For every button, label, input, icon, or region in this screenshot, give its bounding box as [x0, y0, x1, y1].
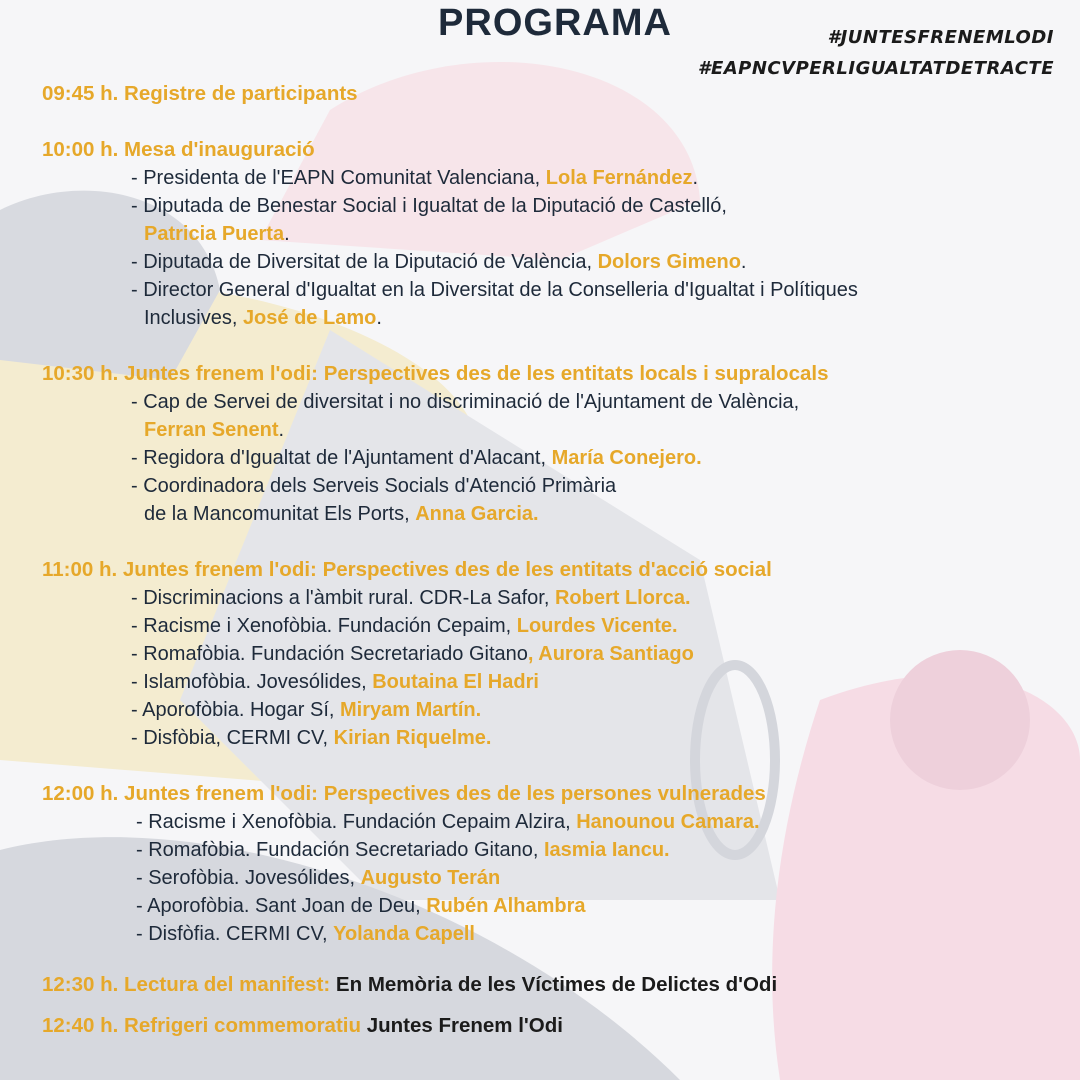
list-item: - Romafòbia. Fundación Secretariado Gitano, Iasmia Iancu.: [136, 839, 670, 861]
list-item: - Serofòbia. Jovesólides, Augusto Terán: [136, 867, 501, 889]
list-item: - Discriminacions a l'àmbit rural. CDR-La Safor, Robert Llorca.: [131, 587, 691, 609]
social-entities-heading: 11:00 h. Juntes frenem l'odi: Perspectives des de les entitats d'acció social: [42, 558, 772, 581]
list-item: - Regidora d'Igualtat de l'Ajuntament d'Alacant, María Conejero.: [131, 447, 702, 469]
hashtag-juntes: #JUNTESFRENEMLODI: [827, 27, 1054, 48]
manifesto-line: 12:30 h. Lectura del manifest: En Memòria de les Víctimes de Delictes d'Odi: [42, 973, 778, 996]
list-item: - Director General d'Igualtat en la Diversitat de la Conselleria d'Igualtat i Polítiques: [131, 279, 858, 301]
list-item: - Cap de Servei de diversitat i no discriminació de l'Ajuntament de València,: [131, 391, 800, 413]
list-item-continuation: de la Mancomunitat Els Ports, Anna Garcia.: [144, 503, 539, 525]
list-item: - Islamofòbia. Jovesólides, Boutaina El Hadri: [131, 671, 539, 693]
registration-heading: 09:45 h. Registre de participants: [42, 82, 358, 105]
list-item: - Aporofòbia. Sant Joan de Deu, Rubén Alhambra: [136, 895, 586, 917]
list-item-continuation: Inclusives, José de Lamo.: [144, 307, 382, 329]
list-item: - Racisme i Xenofòbia. Fundación Cepaim Alzira, Hanounou Camara.: [136, 811, 760, 833]
list-item-continuation: Patricia Puerta.: [144, 223, 290, 245]
hashtag-eapn: #EAPNCVPERLIGUALTATDETRACTE: [697, 58, 1054, 79]
list-item: - Diputada de Diversitat de la Diputació de València, Dolors Gimeno.: [131, 251, 747, 273]
list-item-continuation: Ferran Senent.: [144, 419, 285, 441]
list-item: - Coordinadora dels Serveis Socials d'Atenció Primària: [131, 475, 617, 497]
list-item: - Diputada de Benestar Social i Igualtat de la Diputació de Castelló,: [131, 195, 727, 217]
refreshment-line: 12:40 h. Refrigeri commemoratiu Juntes Frenem l'Odi: [42, 1014, 563, 1037]
list-item: - Romafòbia. Fundación Secretariado Gitano, Aurora Santiago: [131, 643, 694, 665]
hashtags: [698, 22, 1054, 84]
list-item: - Presidenta de l'EAPN Comunitat Valenciana, Lola Fernández.: [131, 167, 699, 189]
inauguration-heading: 10:00 h. Mesa d'inauguració: [42, 138, 315, 161]
list-item: - Racisme i Xenofòbia. Fundación Cepaim, Lourdes Vicente.: [131, 615, 678, 637]
vulnerable-persons-heading: 12:00 h. Juntes frenem l'odi: Perspectives des de les persones vulnerades: [42, 782, 766, 805]
list-item: - Aporofòbia. Hogar Sí, Miryam Martín.: [131, 699, 482, 721]
list-item: - Disfòfia. CERMI CV, Yolanda Capell: [136, 923, 475, 945]
list-item: - Disfòbia, CERMI CV, Kirian Riquelme.: [131, 727, 492, 749]
local-entities-heading: 10:30 h. Juntes frenem l'odi: Perspectives des de les entitats locals i supralocals: [42, 362, 829, 385]
page-title: PROGRAMA: [438, 2, 672, 44]
